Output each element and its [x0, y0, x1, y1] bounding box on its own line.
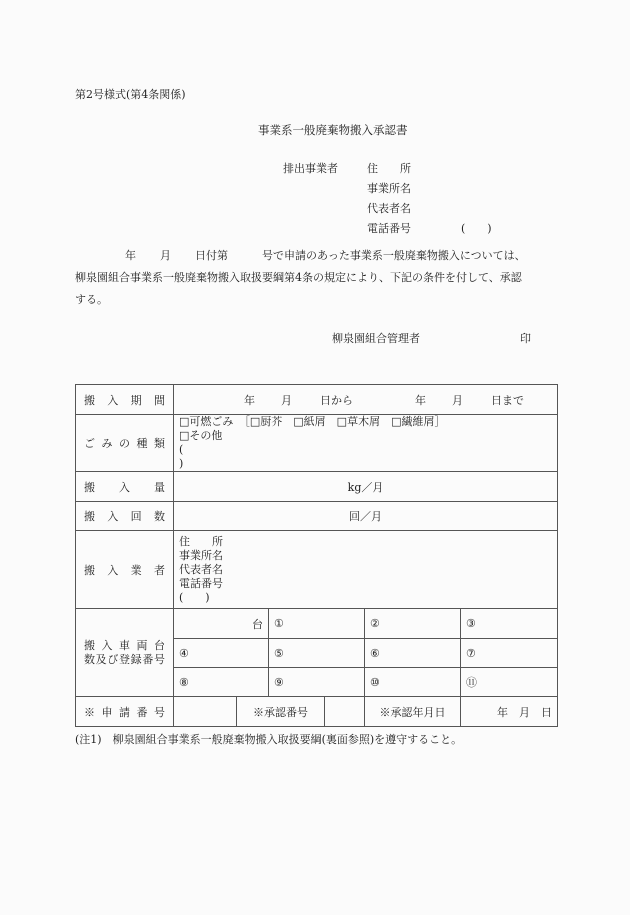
body-day: 日付第	[195, 249, 228, 262]
application-no-label: ※申請番号	[76, 697, 174, 727]
carrier-phone-parens: ( )	[179, 590, 210, 604]
carrier-representative: 代表者名	[179, 562, 223, 576]
waste-other-open: (	[179, 443, 184, 456]
document-title: 事業系一般廃棄物搬入承認書	[258, 123, 408, 137]
vehicle-no-1[interactable]: ①	[269, 609, 365, 639]
amount-value[interactable]: kg／月	[174, 472, 558, 502]
period-label: 搬入期間	[76, 385, 174, 415]
vehicle-no-10[interactable]: ⑩	[365, 668, 461, 697]
vehicle-no-8[interactable]: ⑧	[174, 668, 269, 697]
row-amount	[76, 472, 558, 502]
application-no-value[interactable]	[174, 697, 237, 727]
approval-statement	[75, 245, 560, 311]
vehicle-no-4[interactable]: ④	[174, 639, 269, 668]
manager-name: 柳泉園組合管理者	[332, 332, 420, 345]
approval-date-label: ※承認年月日	[365, 697, 461, 727]
vehicle-no-2[interactable]: ②	[365, 609, 461, 639]
vehicles-label-line2: 数及び登録番号	[84, 652, 165, 666]
vehicle-count[interactable]: 台	[174, 609, 269, 639]
vehicle-no-7[interactable]: ⑦	[461, 639, 558, 668]
row-period	[76, 385, 558, 415]
applicant-label: 排出事業者	[283, 162, 338, 175]
vehicle-no-9[interactable]: ⑨	[269, 668, 365, 697]
row-carrier	[76, 531, 558, 609]
period-month1: 月	[281, 393, 292, 407]
frequency-value[interactable]: 回／月	[174, 502, 558, 531]
vehicle-no-3[interactable]: ③	[461, 609, 558, 639]
period-from: 日から	[320, 393, 353, 407]
vehicle-no-5[interactable]: ⑤	[269, 639, 365, 668]
waste-type-label: ごみの種類	[76, 415, 174, 472]
seal-mark: 印	[520, 332, 531, 345]
form-id: 第2号様式(第4条関係)	[75, 88, 186, 101]
vehicles-label-line1: 搬入車両台	[84, 638, 165, 652]
applicant-representative: 代表者名	[367, 202, 411, 215]
row-frequency	[76, 502, 558, 531]
carrier-phone: 電話番号	[179, 576, 223, 590]
body-line3: する。	[75, 293, 108, 306]
vehicle-no-11[interactable]: ⑪	[461, 668, 558, 697]
applicant-office-name: 事業所名	[367, 182, 411, 195]
period-month2: 月	[452, 393, 463, 407]
carrier-office-name: 事業所名	[179, 548, 223, 562]
vehicle-no-6[interactable]: ⑥	[365, 639, 461, 668]
waste-type-line1[interactable]: □可燃ごみ ［□厨芥 □紙屑 □草木屑 □繊維屑］	[179, 415, 446, 428]
waste-type-line2	[179, 429, 552, 471]
period-until: 日まで	[491, 393, 524, 407]
body-line1-rest: 号で申請のあった事業系一般廃棄物搬入については、	[262, 249, 526, 262]
waste-other[interactable]: □その他	[179, 429, 223, 442]
row-footer	[76, 697, 558, 727]
carrier-address: 住 所	[179, 534, 223, 548]
applicant-address: 住 所	[367, 162, 411, 175]
row-waste-type	[76, 415, 558, 472]
body-line2: 柳泉園組合事業系一般廃棄物搬入取扱要綱第4条の規定により、下記の条件を付して、承認	[75, 271, 522, 284]
approval-form-table	[75, 384, 558, 727]
body-year: 年	[125, 249, 136, 262]
waste-type-options[interactable]	[174, 415, 558, 472]
footnote: (注1) 柳泉園組合事業系一般廃棄物搬入取扱要綱(裏面参照)を遵守すること。	[75, 733, 463, 746]
approval-date-value[interactable]: 年 月 日	[461, 697, 558, 727]
applicant-phone: 電話番号	[367, 222, 411, 235]
body-month: 月	[160, 249, 171, 262]
frequency-label: 搬入回数	[76, 502, 174, 531]
period-year1: 年	[244, 393, 255, 407]
vehicles-label	[76, 609, 174, 697]
row-vehicles-1	[76, 609, 558, 639]
approval-no-value[interactable]	[325, 697, 365, 727]
period-value[interactable]	[174, 385, 558, 415]
applicant-phone-parens: ( )	[461, 222, 492, 235]
carrier-label: 搬入業者	[76, 531, 174, 609]
approval-no-label: ※承認番号	[237, 697, 325, 727]
amount-label: 搬入量	[76, 472, 174, 502]
period-year2: 年	[415, 393, 426, 407]
waste-other-close: )	[179, 457, 184, 470]
carrier-details[interactable]	[174, 531, 558, 609]
